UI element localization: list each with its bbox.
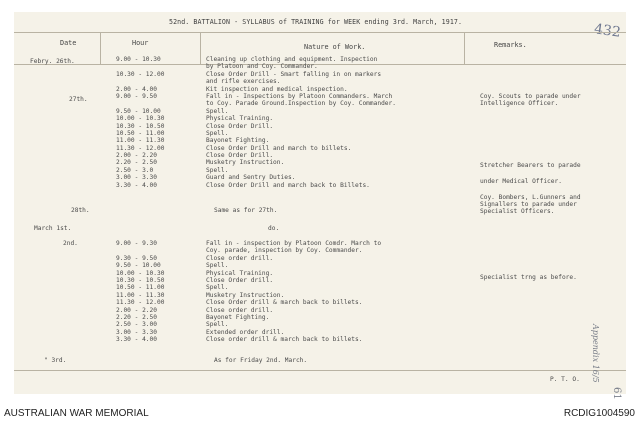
work-line: Close order drill. [206,254,274,262]
hour-cell: 10.30 - 10.50 [116,122,165,130]
work-line: Guard and Sentry Duties. [206,174,296,182]
work-line: Spell. [206,284,229,292]
column-header-remarks: Remarks. [494,41,527,49]
hour-cell: 2.50 - 3.00 [116,321,157,329]
work-line: Close Order Drill and march back to Billets. [206,181,370,189]
hour-cell: 9.00 - 9.30 [116,240,157,247]
work-line: and rifle exercises. [206,78,281,86]
column-divider [100,32,101,64]
work-line: do. [268,225,280,232]
column-header-nature: Nature of Work. [304,43,366,51]
hour-cell: 9.30 - 9.50 [116,254,157,262]
hour-cell: 11.30 - 12.00 [116,144,165,152]
column-divider [464,32,465,64]
hour-cell: 3.30 - 4.00 [116,181,157,189]
remark-line: Coy. Bombers, L.Gunners and [480,194,581,201]
hour-cell: 11.00 - 11.30 [116,291,165,299]
column-divider [200,32,201,64]
work-line: Fall in - Inspections by Platoon Commanders. March [206,92,393,100]
hours-block [116,240,164,343]
work-line: Physical Training. [206,269,274,277]
work-line: Spell. [206,321,229,329]
column-header-hour: Hour [132,39,149,47]
work-line: Spell. [206,129,229,137]
work-line: Cleaning up clothing and equipment. Inspection [206,56,378,63]
remark-line: Signallers to parade under [480,201,577,208]
header-top-rule [14,32,626,33]
work-block [206,56,396,189]
bottom-rule [14,370,626,371]
column-header-date: Date [60,39,77,47]
hour-cell: 11.00 - 11.30 [116,137,165,145]
work-line: Spell. [206,262,229,270]
remark-line: Intelligence Officer. [480,100,559,107]
date-cell: March 1st. [34,225,72,232]
pto-note: P. T. O. [550,376,580,383]
hour-cell: 2.00 - 2.20 [116,152,157,160]
work-line: Bayonet Fighting. [206,137,270,145]
work-line: Close Order drill. [206,276,274,284]
work-line: Musketry Instruction. [206,159,285,167]
work-line: Close order drill. [206,306,274,314]
appendix-annotation: Appendix 16/5 [591,324,600,383]
remark-line: Specialist Officers. [480,208,555,215]
hours-block [116,56,164,189]
work-line: Spell. [206,107,229,115]
work-line: Fall in - inspection by Platoon Comdr. March to [206,240,382,247]
date-cell: " 3rd. [44,357,67,364]
document-title: 52nd. BATTALION - SYLLABUS of TRAINING for WEEK ending 3rd. March, 1917. [169,18,463,26]
hour-cell: 9.50 - 10.00 [116,107,161,115]
work-line: Close Order Drill. [206,152,274,160]
hour-cell: 2.00 - 4.00 [116,85,157,93]
hour-cell: 9.00 - 10.30 [116,56,161,63]
work-line: Same as for 27th. [214,207,278,214]
hour-cell: 9.00 - 9.50 [116,92,157,100]
hour-cell: 2.20 - 2.50 [116,313,157,321]
work-line: Musketry Instruction. [206,291,285,299]
work-line: to Coy. Parade Ground.Inspection by Coy. Commander. [206,100,396,108]
footer-archive-name: AUSTRALIAN WAR MEMORIAL [4,408,149,419]
hour-cell: 3.30 - 4.00 [116,336,157,344]
hour-cell: 3.00 - 3.30 [116,328,157,336]
hour-cell: 9.50 - 10.00 [116,262,161,270]
page-mark: 61 [611,387,622,400]
work-line: Extended order drill. [206,328,285,336]
remark-line: Stretcher Bearers to parade [480,162,581,169]
work-line: Close Order Drill and march to billets. [206,144,352,152]
hour-cell: 10.00 - 10.30 [116,115,165,123]
work-line: Bayonet Fighting. [206,313,270,321]
hour-cell: 10.50 - 11.00 [116,129,165,137]
footer-record-id: RCDIG1004590 [563,408,635,419]
hour-cell: 10.00 - 10.30 [116,269,165,277]
hour-cell: 10.30 - 12.00 [116,70,165,78]
remark-line: Coy. Scouts to parade under [480,93,581,100]
work-block [206,240,381,343]
work-line: by Platoon and Coy. Commander. [206,63,318,71]
document-sheet [14,12,626,400]
work-line: Spell. [206,166,229,174]
hour-cell: 2.00 - 2.20 [116,306,157,314]
work-line: Close order drill & march back to billets. [206,336,363,344]
work-line: As for Friday 2nd. March. [214,357,308,364]
hour-cell: 10.30 - 10.50 [116,276,165,284]
work-line: Kit inspection and medical inspection. [206,85,348,93]
date-cell: 2nd. [63,240,78,247]
hour-cell: 2.50 - 3.0 [116,166,154,174]
work-line: Coy. parade, inspection by Coy. Commander. [206,247,363,255]
hour-cell: 3.00 - 3.30 [116,174,157,182]
date-cell: 27th. [69,96,88,103]
work-line: Close Order Drill. [206,122,274,130]
hour-cell: 10.50 - 11.00 [116,284,165,292]
hour-cell: 2.20 - 2.50 [116,159,157,167]
hour-cell: 11.30 - 12.00 [116,299,165,307]
work-line: Close Order drill & march back to billets. [206,299,363,307]
date-cell: Febry. 26th. [30,58,75,65]
work-line: Physical Training. [206,115,274,123]
remark-line: under Medical Officer. [480,178,562,185]
date-cell: 28th. [71,207,90,214]
remark-line: Specialist trng as before. [480,274,577,281]
work-line: Close Order Drill - Smart falling in on markers [206,70,382,78]
page-number: 432 [593,21,622,41]
